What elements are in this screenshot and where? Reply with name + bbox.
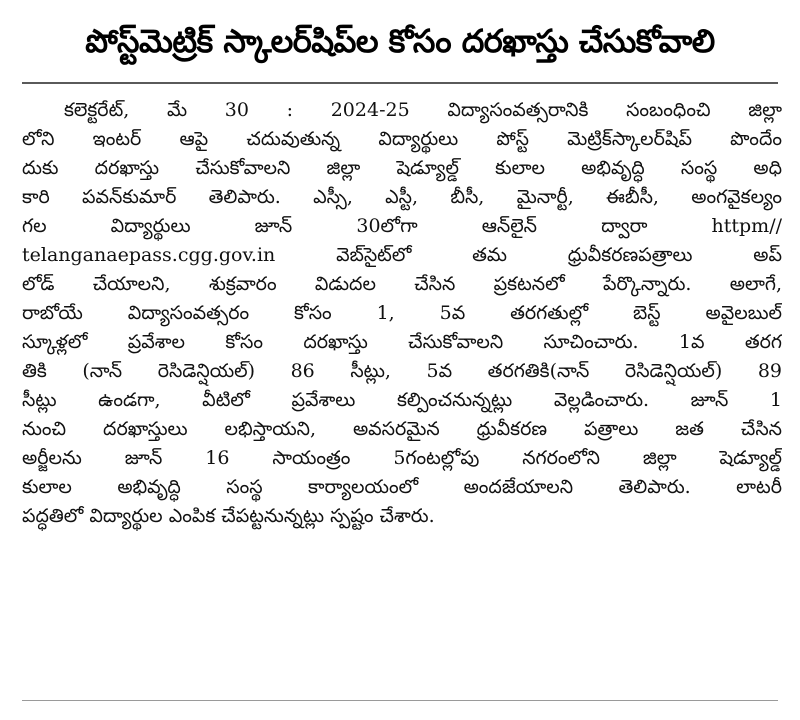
body-line: గల విద్యార్థులు జూన్ 30లోగా ఆన్‌లైన్ ద్వారా httpm// <box>22 215 782 237</box>
body-line: అర్జీలను జూన్ 16 సాయంత్రం 5గంటల్లోపు నగరంలోని జిల్లా షెడ్యూల్డ్ <box>22 447 782 469</box>
headline: పోస్ట్‌మెట్రిక్ స్కాలర్‌షిప్‌ల కోసం దరఖాస్తు చేసుకోవాలి <box>85 22 715 60</box>
body-line: సీట్లు ఉండగా, వీటిలో ప్రవేశాలు కల్పించనున్నట్లు వెల్లడించారు. జూన్ 1 <box>22 389 782 411</box>
article-body <box>22 96 782 531</box>
headline-divider <box>22 82 778 84</box>
bottom-divider <box>22 700 778 701</box>
body-line: కులాల అభివృద్ధి సంస్థ కార్యాలయంలో అందజేయాలని తెలిపారు. లాటరీ <box>22 476 782 498</box>
body-line: తికి (నాన్ రెసిడెన్షియల్) 86 సీట్లు, 5వ తరగతికి(నాన్ రెసిడెన్షియల్) 89 <box>22 360 782 382</box>
body-line: లోని ఇంటర్ ఆపై చదువుతున్న విద్యార్థులు పోస్ట్ మెట్రిక్‌స్కాలర్‌షిప్ పొందేం <box>22 128 782 150</box>
body-line: స్కూళ్లలో ప్రవేశాల కోసం దరఖాస్తు చేసుకోవాలని సూచించారు. 1వ తరగ <box>22 331 782 353</box>
body-line: పద్ధతిలో విద్యార్థుల ఎంపిక చేపట్టనున్నట్లు స్పష్టం చేశారు. <box>22 505 435 527</box>
body-line: telanganaepass.cgg.gov.in వెబ్‌సైట్‌లో తమ ధ్రువీకరణపత్రాలు అప్ <box>22 244 782 266</box>
body-line: కారి పవన్‌కుమార్ తెలిపారు. ఎస్సీ, ఎస్టీ, బీసీ, మైనార్టీ, ఈబీసీ, అంగవైకల్యం <box>22 186 782 208</box>
body-line: నుంచి దరఖాస్తులు లభిస్తాయని, అవసరమైన ధ్రువీకరణ పత్రాలు జత చేసిన <box>22 418 782 440</box>
body-line: దుకు దరఖాస్తు చేసుకోవాలని జిల్లా షెడ్యూల్డ్ కులాల అభివృద్ధి సంస్థ అధి <box>22 157 782 179</box>
body-line: లోడ్ చేయాలని, శుక్రవారం విడుదల చేసిన ప్రకటనలో పేర్కొన్నారు. అలాగే, <box>22 273 782 295</box>
body-line: కలెక్టరేట్, మే 30 : 2024-25 విద్యాసంవత్సరానికి సంబంధించి జిల్లా <box>64 99 782 121</box>
body-line: రాబోయే విద్యాసంవత్సరం కోసం 1, 5వ తరగతుల్లో బెస్ట్ అవైలబుల్ <box>22 302 782 324</box>
